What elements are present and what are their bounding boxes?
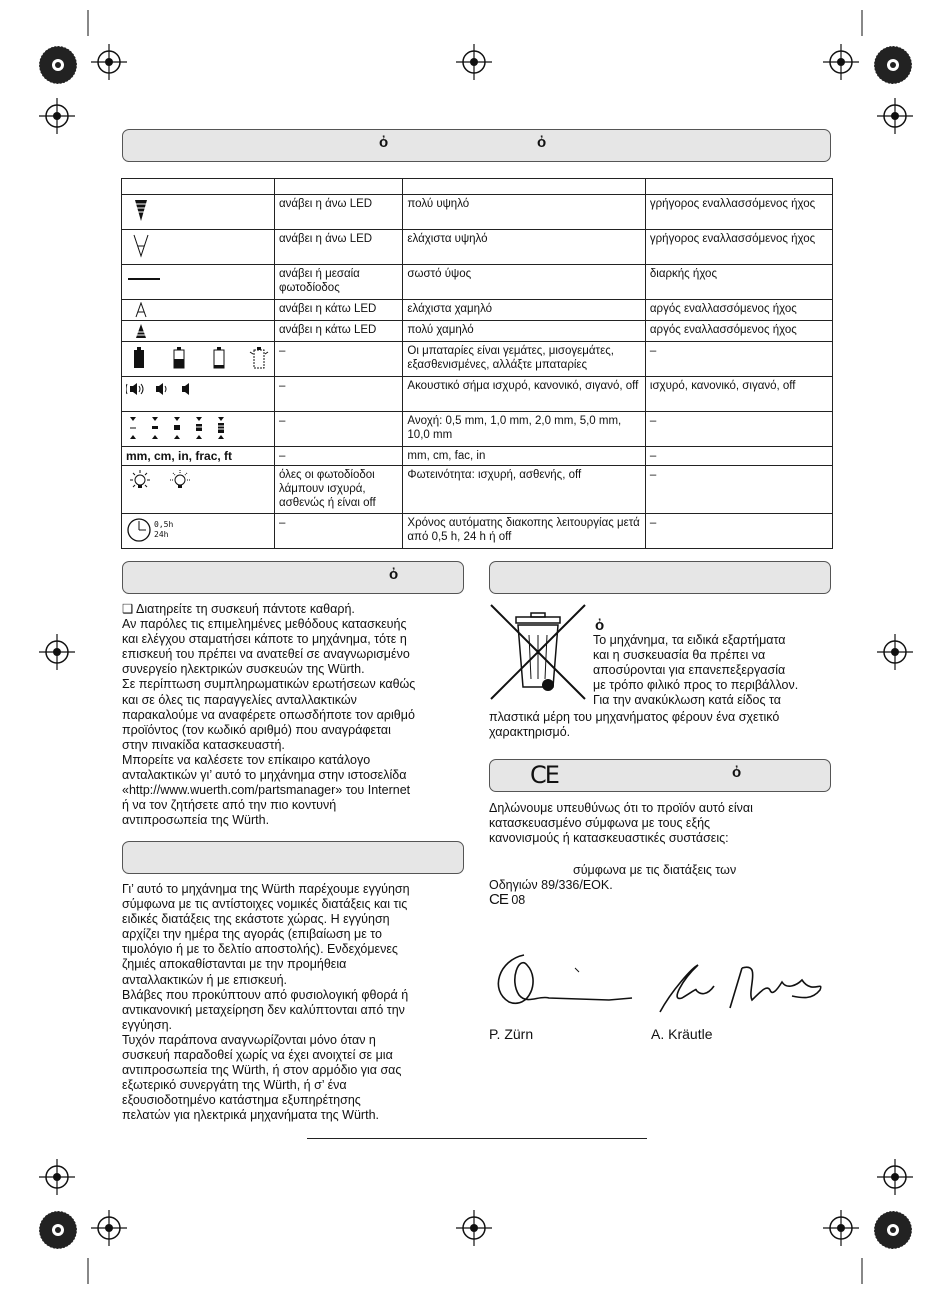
table-cell: διαρκής ήχος: [645, 265, 832, 300]
table-row: [122, 265, 833, 300]
table-cell: –: [645, 412, 832, 447]
table-cell: –: [275, 447, 403, 466]
signature-kraeutle: [652, 960, 832, 1016]
auto-off-label-1: 0,5h: [154, 520, 174, 529]
auto-off-label-2: 24h: [154, 530, 169, 539]
table-row: [122, 195, 833, 230]
table-cell: σωστό ύψος: [403, 265, 645, 300]
table-cell: ανάβει η κάτω LED: [275, 300, 403, 321]
signer-name-1: P. Zürn: [489, 1026, 534, 1042]
table-cell: –: [645, 514, 832, 549]
table-cell: Φωτεινότητα: ισχυρή, ασθενής, off: [403, 466, 645, 514]
table-cell: όλες οι φωτοδίοδοι λάμπουν ισχυρά, ασθενώς ή είναι off: [275, 466, 403, 514]
crossed-bin-icon: [489, 603, 589, 701]
light-bulb-icons: [126, 468, 206, 494]
table-cell: ανάβει η άνω LED: [275, 195, 403, 230]
table-row: [122, 300, 833, 321]
table-cell: γρήγορος εναλλασσόμενος ήχος: [645, 230, 832, 265]
level-line-icon: [126, 267, 166, 289]
table-row: [122, 377, 833, 412]
section-header-warranty: [122, 841, 464, 874]
table-cell: ανάβει η κάτω LED: [275, 321, 403, 342]
table-cell: αργός εναλλασσόμενος ήχος: [645, 321, 832, 342]
symbol-table: [121, 178, 833, 549]
section-header-disposal: [489, 561, 831, 594]
signature-zuern: [489, 950, 639, 1012]
table-cell: –: [645, 466, 832, 514]
section-header-conformity: [489, 759, 831, 792]
table-cell: πολύ υψηλό: [403, 195, 645, 230]
table-cell: ισχυρό, κανονικό, σιγανό, off: [645, 377, 832, 412]
table-header-row: [122, 179, 833, 195]
table-cell: ανάβει η άνω LED: [275, 230, 403, 265]
disposal-glyph: ὀ: [595, 617, 605, 634]
table-cell: Οι μπαταρίες είναι γεμάτες, μισογεμάτες, εξασθενισμένες, αλλάξτε μπαταρίες: [403, 342, 645, 377]
tolerance-icons: [126, 414, 256, 442]
table-cell: ελάχιστα χαμηλό: [403, 300, 645, 321]
table-row: [122, 412, 833, 447]
ce-mark-small: CE 08: [489, 891, 526, 908]
level-arrow-up-outline-icon: [126, 302, 156, 318]
level-arrow-down-filled-icon: [126, 197, 156, 223]
table-row: [122, 321, 833, 342]
table-cell: mm, cm, fac, in: [403, 447, 645, 466]
table-cell: ανάβει ή μεσαία φωτοδίοδος: [275, 265, 403, 300]
table-cell: –: [275, 342, 403, 377]
table-cell: –: [275, 377, 403, 412]
header-glyph: ὀ: [732, 764, 742, 781]
section-header-service: [122, 561, 464, 594]
disposal-text: ὀ Το μηχάνημα, τα ειδικά εξαρτήματα και η συσκευασία θα πρέπει να αποσύρονται για επανεπεξεργασία με τρόπο φιλικό προς το περιβάλλον. Για την ανακύκλωση κατά είδος τα: [593, 617, 799, 708]
table-row: [122, 514, 833, 549]
header-glyph: ὀ: [389, 566, 399, 583]
auto-off-clock-icon: [126, 516, 152, 544]
speaker-volume-icons: [126, 379, 206, 399]
ce-mark-header: CE: [530, 761, 558, 789]
table-cell: ελάχιστα υψηλό: [403, 230, 645, 265]
table-cell: πολύ χαμηλό: [403, 321, 645, 342]
table-cell: αργός εναλλασσόμενος ήχος: [645, 300, 832, 321]
service-text: ❑ Διατηρείτε τη συσκευή πάντοτε καθαρή. Αν παρόλες τις επιμελημένες μεθόδους κατασκευής και ελέγχου σταματήσει κάποτε το μηχάνημα, τότε η επισκευή του πρέπει να ανατεθεί σε αναγνωρισμένο συνεργείο ηλεκτρικών συσκευών της Würth. Σε περίπτωση συμπληρωματικών ερωτήσεων καθώς και σε όλες τις παραγγελίες ανταλλακτικών παρακαλούμε να αναφέρετε οπωσδήποτε τον αριθμό προϊόντος (τον κωδικό αριθμό) που αναγράφεται στην πινακίδα κατασκευαστή. Μπορείτε να καλέσετε τον επίκαιρο κατάλογο ανταλακτικών γι’ αυτό το μηχάνημα στην ιστοσελίδα «http://www.wuerth.com/partsmanager» του Internet ή να τον ζητήσετε από την πιο κοντυνή αντιπροσωπεία της Würth.: [122, 602, 416, 828]
warranty-text: Γι’ αυτό το μηχάνημα της Würth παρέχουμε εγγύηση σύμφωνα με τις αντίστοιχες νομικές διατάξεις και τις ειδικές διατάξεις της εκάστοτε χώρας. Η εγγύηση αρχίζει την ημέρα της αγοράς (επιβαίωση με το τιμολόγιο ή με το δελτίο αποστολής). Ενδεχόμενες ζημιές αποκαθίστανται με την προμήθεια ανταλλακτικών ή με επισκευή. Βλάβες που προκύπτουν από φυσιολογική φθορά ή αντικανονική μεταχείρηση δεν καλύπτονται από την εγγύηση. Τυχόν παράπονα αναγνωρίζονται μόνο όταν η συσκευή παραδοθεί χωρίς να έχει ανοιχτεί σε μια αντιπροσωπεία της Würth, ή στον αρμόδιο για σας εξωτερικό συνεργάτη της Würth, ή σ’ ένα εξουσιοδοτημένο κατάστημα εξυπηρέτησης πελατών για ηλεκτρικά μηχανήματα της Würth.: [122, 882, 410, 1123]
table-cell: –: [645, 447, 832, 466]
units-label: mm, cm, in, frac, ft: [122, 447, 275, 466]
level-arrow-down-outline-icon: [126, 232, 156, 258]
table-cell: Χρόνος αυτόματης διακοπης λειτουργίας μετά από 0,5 h, 24 h ή off: [403, 514, 645, 549]
table-cell: –: [275, 514, 403, 549]
battery-icons: [126, 344, 270, 372]
level-arrow-up-filled-icon: [126, 323, 156, 339]
table-row: [122, 466, 833, 514]
table-cell: –: [275, 412, 403, 447]
table-row: [122, 447, 833, 466]
table-cell: γρήγορος εναλλασσόμενος ήχος: [645, 195, 832, 230]
table-cell: Ακουστικό σήμα ισχυρό, κανονικό, σιγανό, off: [403, 377, 645, 412]
disposal-text-wide: πλαστικά μέρη του μηχανήματος φέρουν ένα σχετικό χαρακτηρισμό.: [489, 710, 780, 740]
table-row: [122, 230, 833, 265]
directive-line-2: Οδηγιών 89/336/ΕΟΚ.: [489, 878, 613, 892]
table-cell: –: [645, 342, 832, 377]
section-header-symbols: [122, 129, 831, 162]
table-row: [122, 342, 833, 377]
signer-name-2: A. Kräutle: [651, 1026, 713, 1042]
directive-line-1: σύμφωνα με τις διατάξεις των: [573, 863, 737, 877]
header-glyph-1: ὀ: [379, 134, 389, 151]
header-glyph-2: ὀ: [537, 134, 547, 151]
table-cell: Ανοχή: 0,5 mm, 1,0 mm, 2,0 mm, 5,0 mm, 10,0 mm: [403, 412, 645, 447]
conformity-text: Δηλώνουμε υπευθύνως ότι το προϊόν αυτό είναι κατασκευασμένο σύμφωνα με τους εξής κανονισμούς ή κατασκευαστικές συστάσεις:: [489, 801, 753, 846]
footer-rule: [307, 1138, 647, 1139]
